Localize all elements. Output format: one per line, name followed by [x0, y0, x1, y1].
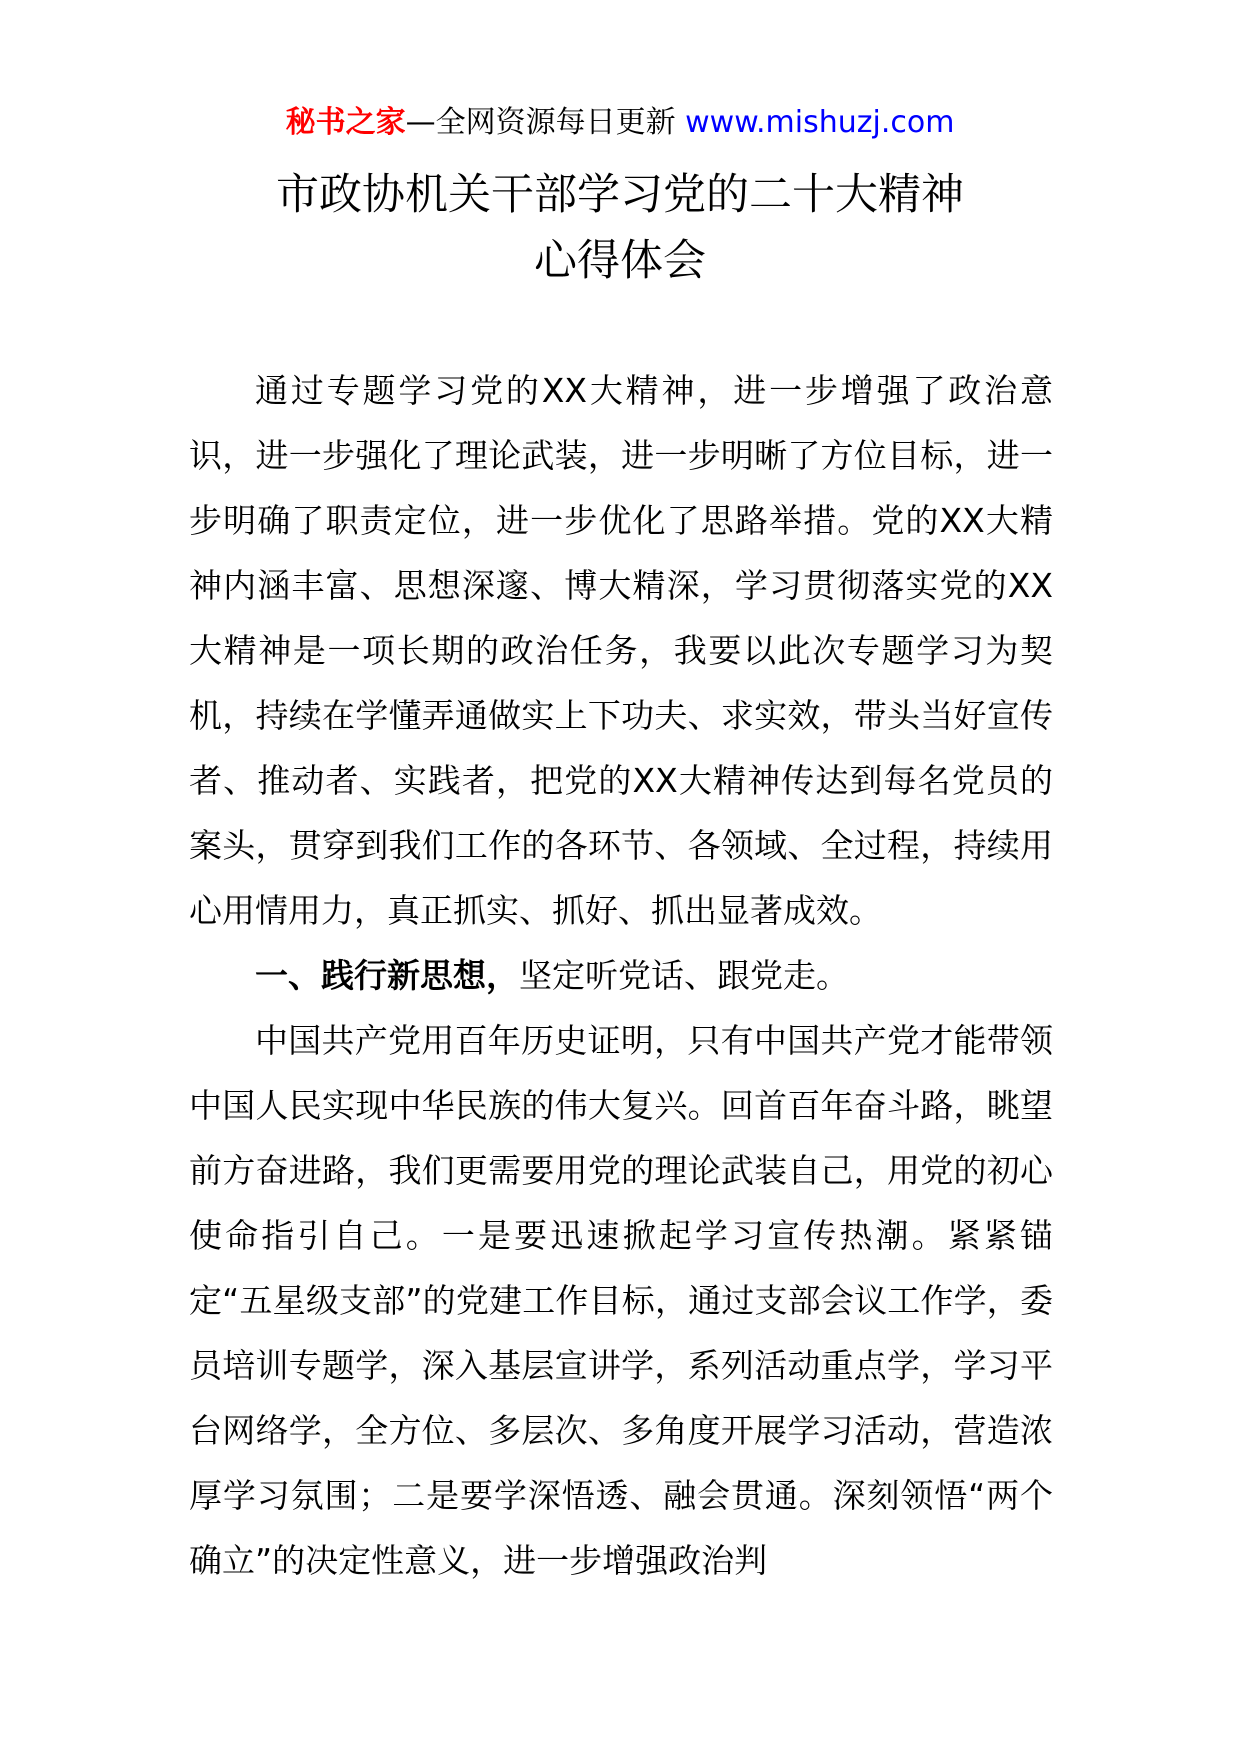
intro-paragraph: 通过专题学习党的XX大精神，进一步增强了政治意识，进一步强化了理论武装，进一步明晰了方位目标，进一步明确了职责定位，进一步优化了思路举措。党的XX大精神内涵丰富、思想深邃、博大精深，学习贯彻落实党的XX大精神是一项长期的政治任务，我要以此次专题学习为契机，持续在学懂弄通做实上下功夫、求实效，带头当好宣传者、推动者、实践者，把党的XX大精神传达到每名党员的案头，贯穿到我们工作的各环节、各领域、全过程，持续用心用情用力，真正抓实、抓好、抓出显著成效。	[189, 371, 1053, 930]
section-1-paragraph: 中国共产党用百年历史证明，只有中国共产党才能带领中国人民实现中华民族的伟大复兴。回首百年奋斗路，眺望前方奋进路，我们更需要用党的理论武装自己，用党的初心使命指引自己。一是要迅速掀起学习宣传热潮。紧紧锚定“五星级支部”的党建工作目标，通过支部会议工作学，委员培训专题学，深入基层宣讲学，系列活动重点学，学习平台网络学，全方位、多层次、多角度开展学习活动，营造浓厚学习氛围；二是要学深悟透、融会贯通。深刻领悟“两个确立”的决定性意义，进一步增强政治判	[189, 1021, 1053, 1580]
site-url-link[interactable]: www.mishuzj.com	[685, 105, 955, 140]
section-1-heading	[189, 943, 1053, 1008]
header-tagline: —全网资源每日更新	[405, 105, 686, 140]
section-1-heading-bold: 一、践行新思想，	[255, 956, 519, 995]
title-line-1: 市政协机关干部学习党的二十大精神	[276, 170, 964, 220]
title-line-2: 心得体会	[534, 236, 706, 286]
document-title	[0, 162, 1240, 294]
document-body	[189, 358, 1053, 1593]
section-1-heading-rest: 坚定听党话、跟党走。	[519, 956, 849, 995]
site-header	[0, 100, 1240, 146]
brand-name: 秘书之家	[285, 105, 406, 140]
